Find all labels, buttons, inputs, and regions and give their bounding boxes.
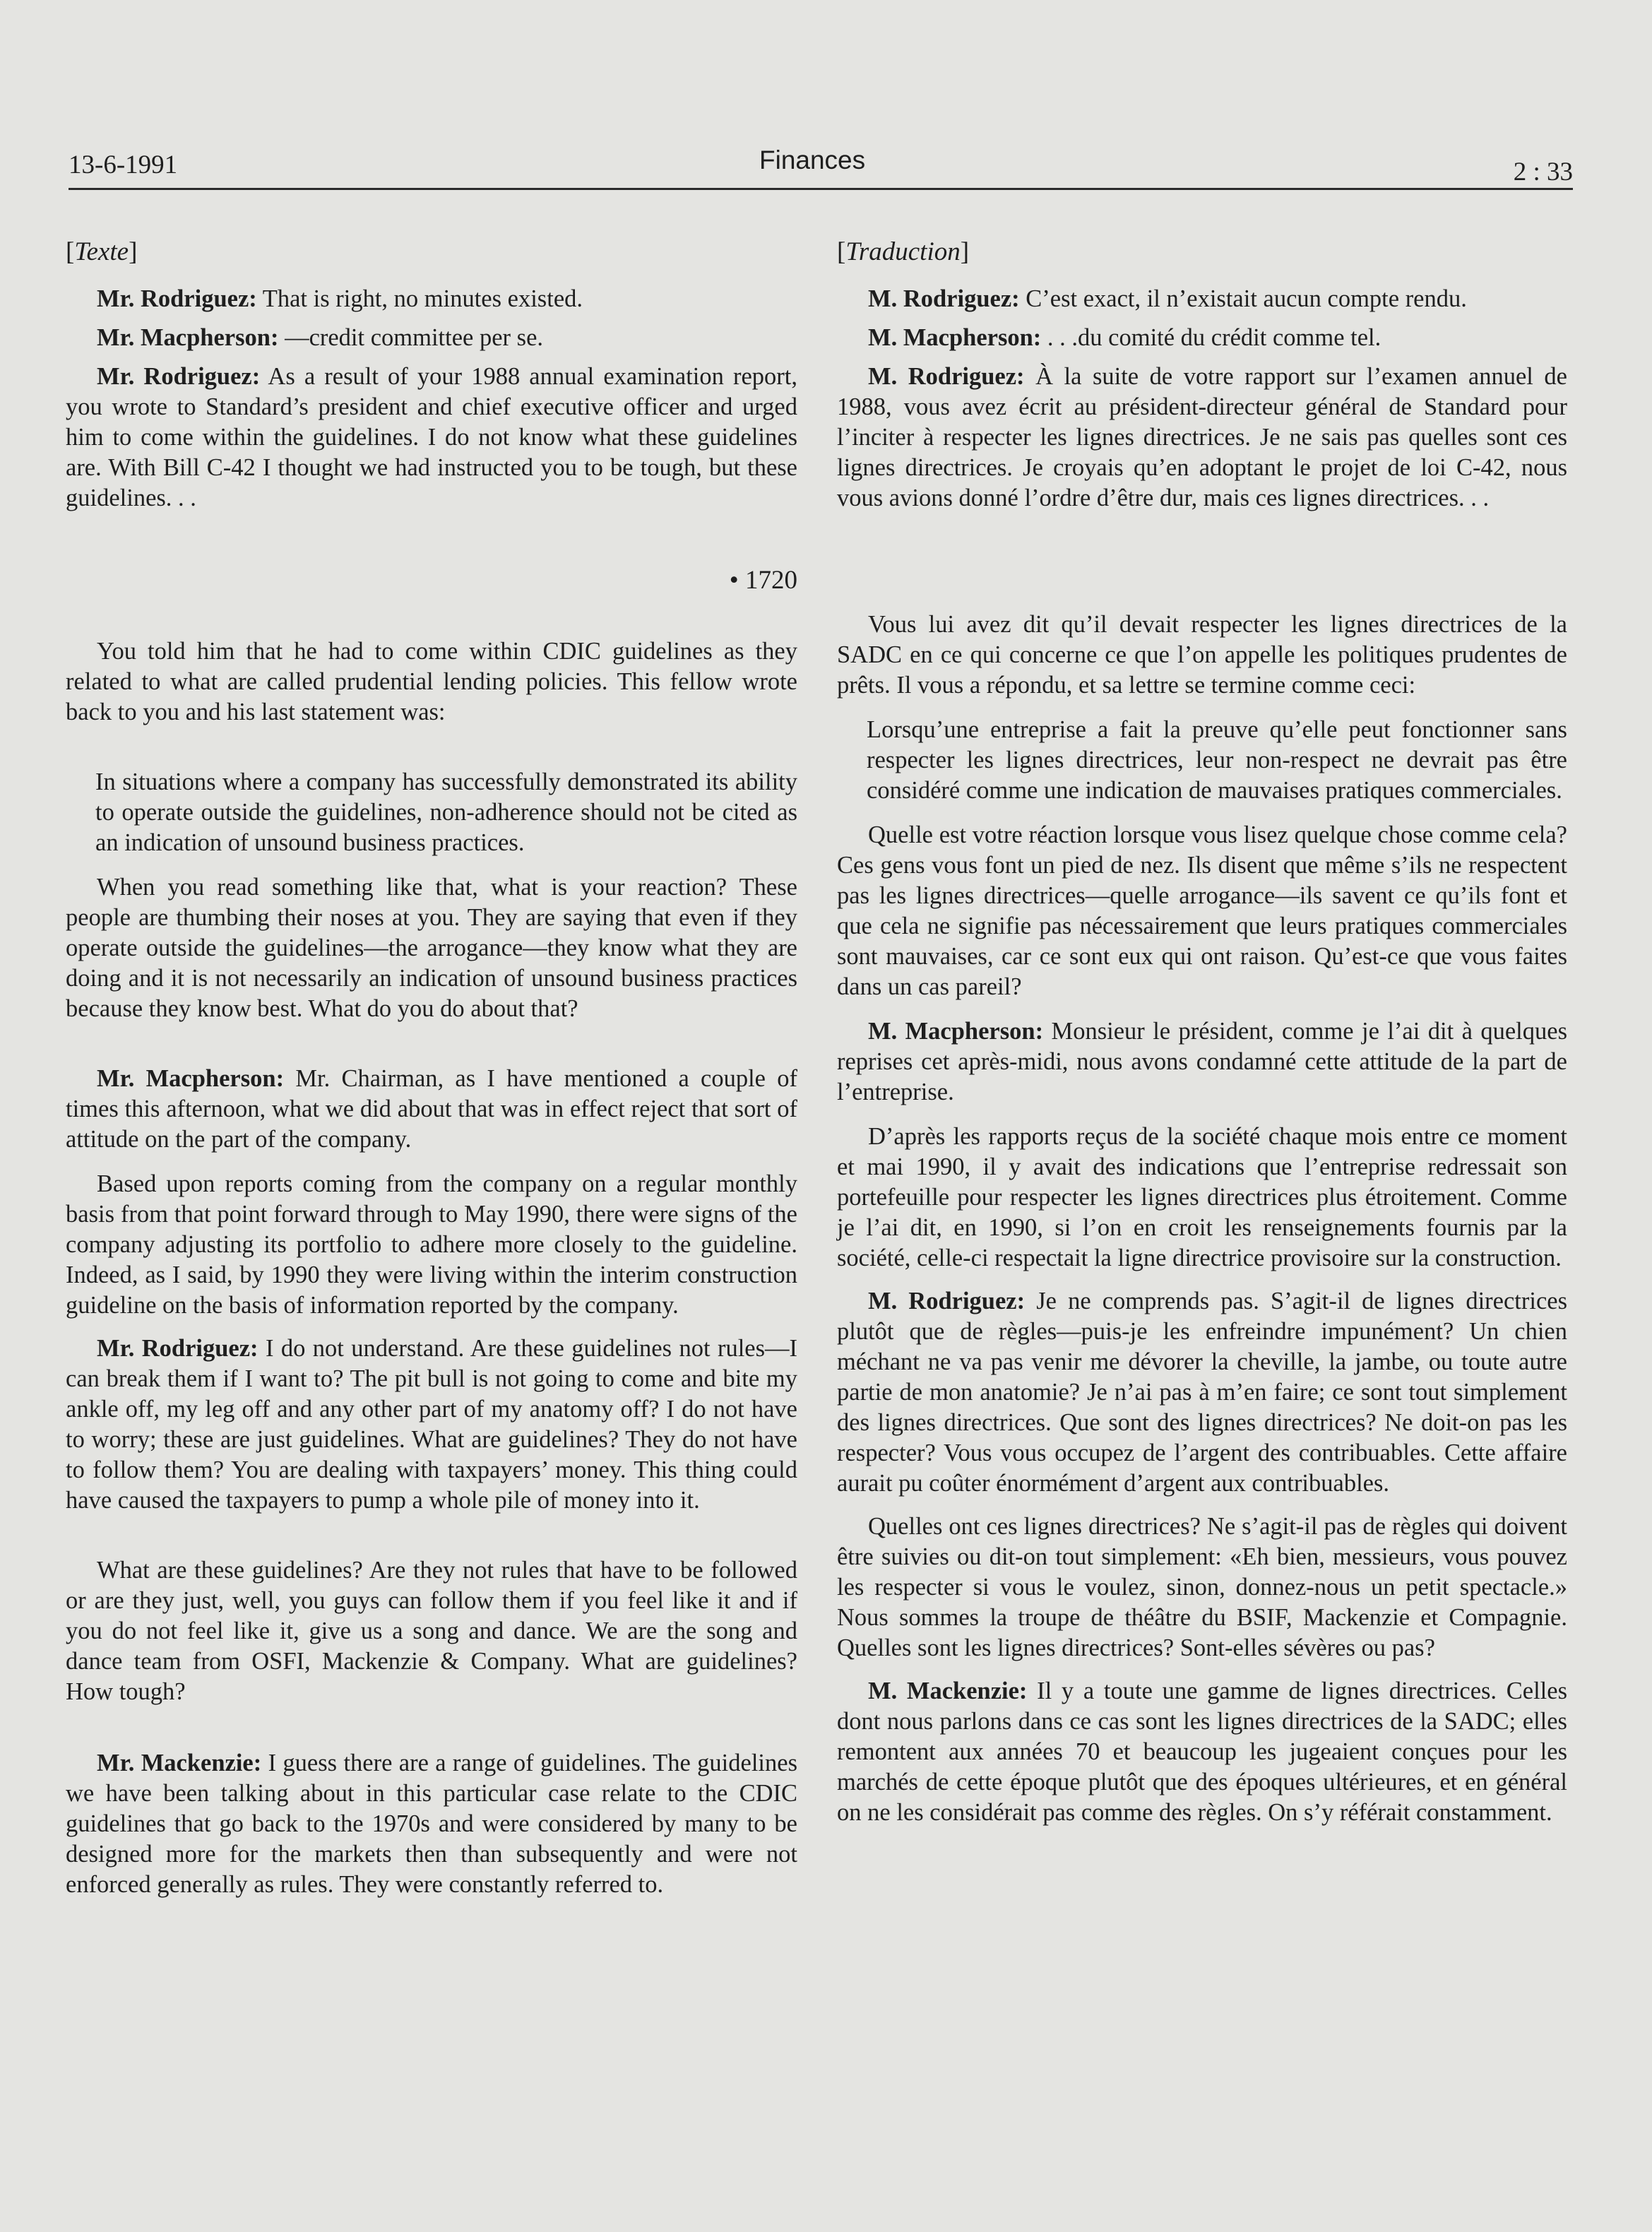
page-header [69,141,1573,190]
time-marker: • 1720 [729,566,797,595]
speaker-name: Mr. Macpherson: [97,1065,285,1092]
english-column [66,235,797,1900]
paragraph: Vous lui avez dit qu’il devait respecter les lignes directrices de la SADC en ce qui concerne ce que l’on appelle les politiques prudentes de prêts. Il vous a répondu, et sa lettre se termine comme ceci: [837,611,1567,699]
paragraph: Mr. Rodriguez: I do not understand. Are these guidelines not rules—I can break them if I want to? The pit bull is not going to come and bite my ankle off, my leg off and any other part of my anatomy off? I do not have to worry; these are just guidelines. What are guidelines? They do not have to follow them? You are dealing with taxpayers’ money. This thing could have caused the taxpayers to pump a whole pile of money into it. [66,1335,798,1514]
paragraph: Mr. Rodriguez: As a result of your 1988 annual examination report, you wrote to Standard’s president and chief executive officer and urged him to come within the guidelines. I do not know what these guidelines are. With Bill C-42 I thought we had instructed you to be tough, but these guidelines. . . [66,363,797,511]
paragraph: When you read something like that, what is your reaction? These people are thumbing their noses at you. They are saying that even if they operate outside the guidelines—the arrogance—they know what they are doing and it is not necessarily an indication of unsound business practices because they know best. What do you do about that? [66,874,797,1022]
speaker-name: Mr. Macpherson: [97,324,279,351]
header-page-number: 2 : 33 [1513,158,1573,186]
paragraph: M. Rodriguez: Je ne comprends pas. S’agit-il de lignes directrices plutôt que de règles—puis-je les enfreindre impunément? Un chien méchant ne va pas venir me dévorer la cheville, la jambe, ou toute autre partie de mon anatomie? Je n’ai pas à m’en faire; ce sont tout simplement des lignes directrices. Que sont des lignes directrices? Ne doit-on pas les respecter? Vous vous occupez de l’argent des contribuables. Cette affaire aurait pu coûter énormément d’argent aux contribuables. [837,1288,1567,1497]
header-date: 13-6-1991 [69,150,178,179]
french-column [837,235,1567,1828]
paragraph: Mr. Macpherson: Mr. Chairman, as I have mentioned a couple of times this afternoon, what we did about that was in effect reject that sort of attitude on the part of the company. [66,1065,797,1153]
paragraph: Mr. Rodriguez: That is right, no minutes existed. [97,285,583,312]
paragraph: M. Rodriguez: C’est exact, il n’existait aucun compte rendu. [868,285,1467,312]
paragraph: Mr. Macpherson: —credit committee per se. [97,324,544,351]
speaker-name: Mr. Rodriguez: [97,285,257,312]
paragraph: D’après les rapports reçus de la société chaque mois entre ce moment et mai 1990, il y avait des indications que l’entreprise redressait son portefeuille pour respecter les lignes directrices plus étroitement. Comme je l’ai dit, en 1990, si l’on en croit les renseignements fournis par la société, celle-ci respectait la ligne directrice provisoire sur la construction. [837,1123,1567,1271]
paragraph: M. Mackenzie: Il y a toute une gamme de lignes directrices. Celles dont nous parlons dans ce cas sont les lignes directrices de la SADC; elles remontent aux années 70 et beaucoup les jugeaient conçues pour les marchés de cette époque plutôt que des époques ultérieures, et en général on ne les considérait pas comme des règles. On s’y référait constamment. [837,1678,1568,1826]
speaker-name: Mr. Rodriguez: [97,1335,259,1362]
speaker-name: M. Macpherson: [868,324,1042,351]
paragraph: Quelle est votre réaction lorsque vous lisez quelque chose comme cela? Ces gens vous font un pied de nez. Ils disent que même s’ils ne respectent pas les lignes directrices—quelle arrogance—ils savent ce qu’ils font et que cela ne signifie pas nécessairement que leurs pratiques commerciales sont mauvaises, car ce sont eux qui ont raison. Qu’est-ce que vous faites dans un cas pareil? [837,821,1567,1000]
paragraph: Quelles ont ces lignes directrices? Ne s’agit-il pas de règles qui doivent être suivies ou dit-on tout simplement: «Eh bien, messieurs, vous pouvez les respecter si vous le voulez, sinon, donnez-nous un petit spectacle.» Nous sommes la troupe de théâtre du BSIF, Mackenzie et Compagnie. Quelles sont les lignes directrices? Sont-elles sévères ou pas? [837,1513,1567,1661]
speaker-name: M. Macpherson: [868,1018,1044,1045]
paragraph: Mr. Mackenzie: I guess there are a range of guidelines. The guidelines we have been talking about in this particular case relate to the CDIC guidelines that go back to the 1970s and were considered by many to be designed more for the markets then than subsequently and were not enforced generally as rules. They were constantly referred to. [66,1750,797,1898]
block-quote: Lorsqu’une entreprise a fait la preuve qu’elle peut fonctionner sans respecter les lignes directrices, leur non-respect ne devrait pas être considéré comme une indication de mauvaises pratiques commerciales. [867,716,1567,804]
block-quote: In situations where a company has successfully demonstrated its ability to operate outside the guidelines, non-adherence should not be cited as an indication of unsound business practices. [95,768,797,856]
speaker-name: M. Rodriguez: [868,285,1020,312]
paragraph: What are these guidelines? Are they not rules that have to be followed or are they just, well, you guys can follow them if you feel like it and if you do not feel like it, give us a song and dance. We are the song and dance team from OSFI, Mackenzie & Company. What are guidelines? How tough? [66,1557,797,1705]
speaker-name: M. Mackenzie: [868,1678,1028,1704]
paragraph: M. Macpherson: . . .du comité du crédit comme tel. [868,324,1381,351]
paragraph: M. Rodriguez: À la suite de votre rapport sur l’examen annuel de 1988, vous avez écrit au président-directeur général de Standard pour l’inciter à respecter les lignes directrices. Je ne sais pas quelles sont ces lignes directrices. Je croyais qu’en adoptant le projet de loi C-42, nous vous avions donné l’ordre d’être dur, mais ces lignes directrices. . . [837,363,1567,511]
speaker-name: Mr. Rodriguez: [97,363,261,390]
paragraph: You told him that he had to come within CDIC guidelines as they related to what are called prudential lending policies. This fellow wrote back to you and his last statement was: [66,638,797,725]
paragraph: M. Macpherson: Monsieur le président, comme je l’ai dit à quelques reprises cet après-midi, nous avons condamné cette attitude de la part de l’entreprise. [837,1018,1567,1105]
section-label: [Traduction] [837,237,970,266]
section-label: [Texte] [66,237,138,266]
speaker-name: M. Rodriguez: [868,1288,1026,1314]
speaker-name: M. Rodriguez: [868,363,1025,390]
speaker-name: Mr. Mackenzie: [97,1750,262,1776]
header-title: Finances [759,146,866,174]
paragraph: Based upon reports coming from the company on a regular monthly basis from that point forward through to May 1990, there were signs of the company adjusting its portfolio to adhere more closely to the guideline. Indeed, as I said, by 1990 they were living within the interim construction guideline on the basis of information reported by the company. [66,1170,797,1319]
